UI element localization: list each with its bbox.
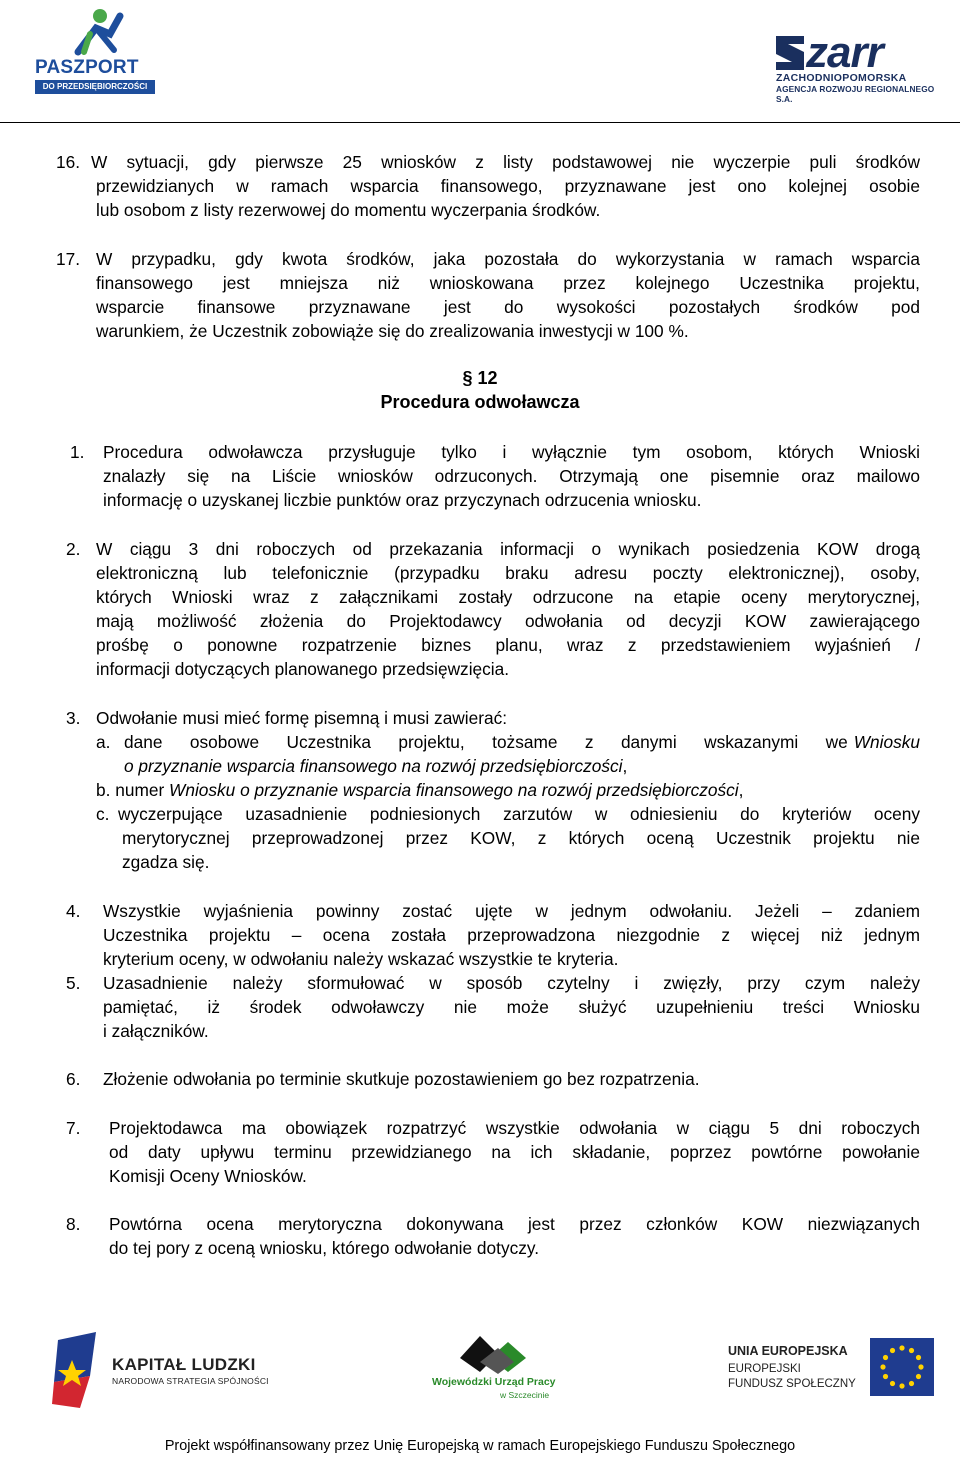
kapital-ludzki-subtitle: NARODOWA STRATEGIA SPÓJNOŚCI	[112, 1376, 269, 1386]
item6-number: 6.	[66, 1069, 81, 1089]
item2-line-4: mają możliwość złożenia do Projektodawcy odwołania od decyzji KOW zawierającego	[96, 611, 920, 631]
item3c-label: c.	[96, 804, 110, 824]
section-number: § 12	[462, 368, 498, 388]
item3c-line-2: merytorycznej przeprowadzonej przez KOW, z których oceną Uczestnik projektu nie	[122, 828, 920, 848]
item3a-comma: ,	[622, 756, 628, 776]
eu-star	[899, 1383, 904, 1388]
item3a-italic-wniosku: Wniosku	[853, 732, 920, 752]
item5-line-3: i załączników.	[103, 1021, 209, 1041]
p16-line-1: W sytuacji, gdy pierwsze 25 wniosków z listy podstawowej nie wyczerpie puli środków	[91, 152, 920, 172]
item3a-text: dane osobowe Uczestnika projektu, tożsame z danymi wskazanymi we	[124, 732, 848, 752]
item6-line-1: Złożenie odwołania po terminie skutkuje pozostawieniem go bez rozpatrzenia.	[103, 1069, 700, 1089]
zarr-word: zarr	[806, 28, 883, 77]
p16-number: 16.	[56, 152, 81, 172]
item5-line-1: Uzasadnienie należy sformułować w sposób czytelny i zwięzły, przy czym należy	[103, 973, 920, 993]
header-divider	[0, 122, 960, 123]
item8-number: 8.	[66, 1214, 81, 1234]
kapital-ludzki-logo	[50, 1330, 280, 1415]
eu-flag	[870, 1338, 934, 1396]
eu-star	[883, 1355, 888, 1360]
wup-subtitle: w Szczecinie	[500, 1390, 550, 1400]
item3a-line-2	[124, 754, 627, 778]
zarr-line1: ZACHODNIOPOMORSKA	[776, 72, 907, 84]
eu-star	[890, 1348, 895, 1353]
item1-line-3: informację o uzyskanej liczbie punktów oraz przyczynach odrzucenia wniosku.	[103, 490, 702, 510]
kapital-ludzki-title: KAPITAŁ LUDZKI	[112, 1355, 256, 1374]
item2-line-6: informacji dotyczących planowanego przedsięwzięcia.	[96, 659, 510, 679]
footer-logos	[0, 1320, 960, 1425]
eu-line-2: EUROPEJSKI	[728, 1363, 801, 1375]
item3-number: 3.	[66, 708, 81, 728]
eu-star	[916, 1374, 921, 1379]
item2-line-3: których Wnioski wraz z załącznikami zostały odrzucone na etapie oceny merytorycznej,	[96, 587, 920, 607]
item1-line-2: znalazły się na Liście wniosków odrzuconych. Otrzymają one pisemnie oraz mailowo	[103, 466, 920, 486]
p17-line-3: wsparcie finansowe przyznawane jest do wysokości pozostałych środków pod	[96, 297, 920, 317]
item1-number: 1.	[70, 442, 85, 462]
item3a-italic-title: o przyznanie wsparcia finansowego na rozwój przedsiębiorczości	[124, 756, 623, 776]
eu-line-1: UNIA EUROPEJSKA	[728, 1344, 848, 1358]
eu-star	[916, 1355, 921, 1360]
item3b-comma: ,	[738, 780, 744, 800]
eu-star	[883, 1374, 888, 1379]
item3b-line	[96, 778, 743, 802]
item3a-line-1	[124, 730, 920, 754]
p16-line-2: przewidzianych w ramach wsparcia finansowego, przyznawane jest ono kolejnej osobie	[96, 176, 920, 196]
paszport-title: PASZPORT	[35, 57, 139, 78]
zarr-logo	[776, 28, 948, 104]
item2-line-5: prośbę o ponowne rozpatrzenie biznes planu, wraz z przedstawieniem wyjaśnień /	[96, 635, 920, 655]
kapital-ludzki-emblem-icon	[50, 1330, 110, 1410]
p17-line-4: warunkiem, że Uczestnik zobowiąże się do zrealizowania inwestycji w 100 %.	[96, 321, 689, 341]
item7-line-1: Projektodawca ma obowiązek rozpatrzyć wszystkie odwołania w ciągu 5 dni roboczych	[109, 1118, 920, 1138]
item7-number: 7.	[66, 1118, 81, 1138]
item2-line-2: elektroniczną lub telefonicznie (przypadku braku adresu poczty elektronicznej), osoby,	[96, 563, 920, 583]
eu-star	[918, 1364, 923, 1369]
item3-line-1: Odwołanie musi mieć formę pisemną i musi zawierać:	[96, 708, 508, 728]
item2-number: 2.	[66, 539, 81, 559]
paszport-figure-icon	[18, 4, 153, 59]
paszport-logo	[18, 4, 153, 104]
wup-title: Wojewódzki Urząd Pracy	[432, 1376, 556, 1388]
item4-line-3: kryterium oceny, w odwołaniu należy wskazać wszystkie te kryteria.	[103, 949, 619, 969]
paszport-subtitle: DO PRZEDSIĘBIORCZOŚCI	[35, 80, 155, 94]
eu-star	[909, 1348, 914, 1353]
zarr-line2: AGENCJA ROZWOJU REGIONALNEGO S.A.	[776, 84, 935, 104]
item7-line-3: Komisji Oceny Wniosków.	[109, 1166, 307, 1186]
item4-number: 4.	[66, 901, 81, 921]
p17-number: 17.	[56, 249, 81, 269]
item3c-line-3: zgadza się.	[122, 852, 210, 872]
wup-logo	[430, 1332, 560, 1417]
wup-emblem-icon	[450, 1332, 550, 1376]
eu-star	[909, 1381, 914, 1386]
item1-line-1: Procedura odwoławcza przysługuje tylko i wyłącznie tym osobom, których Wnioski	[103, 442, 920, 462]
page-header	[0, 0, 960, 125]
footer-note: Projekt współfinansowany przez Unię Europejską w ramach Europejskiego Funduszu Społecznego	[164, 1438, 796, 1454]
item3b-label: b.	[96, 780, 111, 800]
item5-line-2: pamiętać, iż środek odwoławczy nie może służyć uzupełnieniu treści Wniosku	[103, 997, 920, 1017]
eu-star	[890, 1381, 895, 1386]
p17-line-1: W przypadku, gdy kwota środków, jaka pozostała do wykorzystania w ramach wsparcia	[96, 249, 920, 269]
item3c-line-1: wyczerpujące uzasadnienie podniesionych zarzutów w odniesieniu do kryteriów oceny	[118, 804, 920, 824]
item2-line-1: W ciągu 3 dni roboczych od przekazania informacji o wynikach posiedzenia KOW drogą	[96, 539, 920, 559]
item3b-text: numer	[115, 780, 165, 800]
eu-stars-icon	[870, 1338, 934, 1396]
item8-line-1: Powtórna ocena merytoryczna dokonywana jest przez członków KOW niezwiązanych	[109, 1214, 920, 1234]
item3b-italic-title: Wniosku o przyznanie wsparcia finansowego na rozwój przedsiębiorczości	[169, 780, 739, 800]
p17-line-2: finansowego jest mniejsza niż wnioskowana przez kolejnego Uczestnika projektu,	[96, 273, 920, 293]
item8-line-2: do tej pory z oceną wniosku, którego odwołanie dotyczy.	[109, 1238, 540, 1258]
item4-line-1: Wszystkie wyjaśnienia powinny zostać ujęte w jednym odwołaniu. Jeżeli – zdaniem	[103, 901, 920, 921]
p16-line-3: lub osobom z listy rezerwowej do momentu wyczerpania środków.	[96, 200, 601, 220]
eu-line-3: FUNDUSZ SPOŁECZNY	[728, 1378, 856, 1390]
zarr-mark-icon	[776, 36, 806, 70]
section-title: Procedura odwoławcza	[380, 392, 580, 412]
item7-line-2: od daty upływu terminu przewidzianego na ich składanie, poprzez powtórne powołanie	[109, 1142, 920, 1162]
eu-logo	[700, 1330, 940, 1415]
eu-star	[880, 1364, 885, 1369]
item5-number: 5.	[66, 973, 81, 993]
item3a-label: a.	[96, 732, 111, 752]
item4-line-2: Uczestnika projektu – ocena została przeprowadzona niezgodnie z więcej niż jednym	[103, 925, 920, 945]
eu-star	[899, 1345, 904, 1350]
